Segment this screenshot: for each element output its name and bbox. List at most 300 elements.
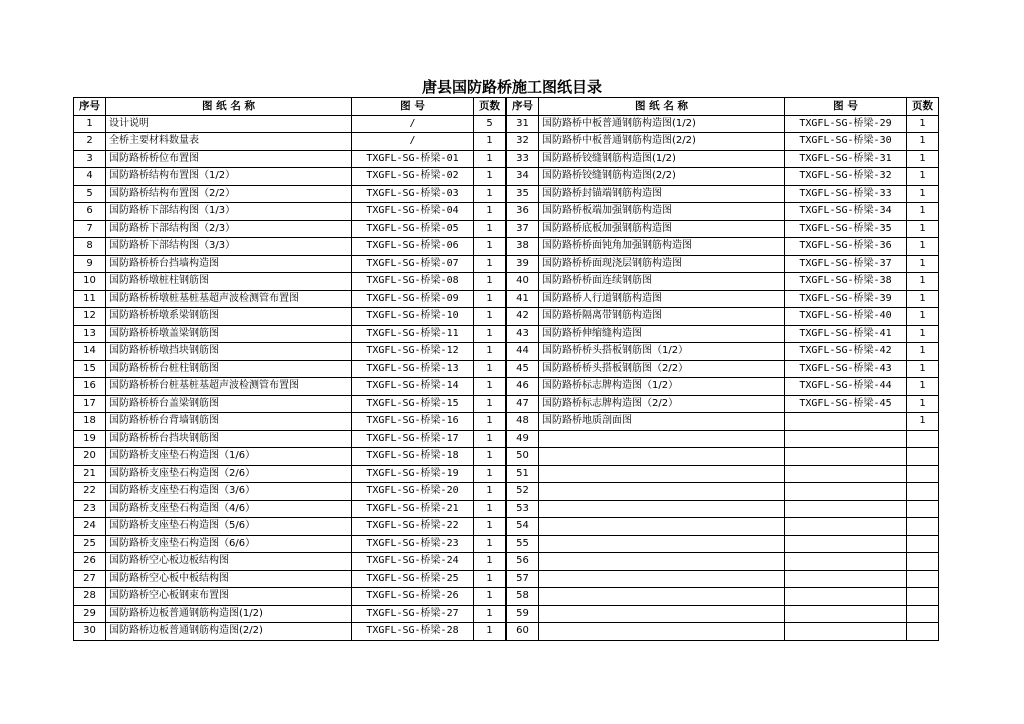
row-seq: 10 bbox=[74, 273, 106, 291]
row-drawing-number: TXGFL-SG-桥梁-01 bbox=[352, 150, 474, 168]
row-drawing-number: TXGFL-SG-桥梁-31 bbox=[785, 150, 907, 168]
row-page-count: 1 bbox=[907, 395, 939, 413]
row-seq: 58 bbox=[507, 588, 539, 606]
header-pages: 页数 bbox=[474, 98, 506, 116]
row-seq: 57 bbox=[507, 570, 539, 588]
table-row bbox=[507, 395, 939, 413]
row-page-count: 1 bbox=[907, 273, 939, 291]
row-drawing-name: 国防路桥桥台背墙钢筋图 bbox=[106, 413, 352, 431]
row-drawing-number: TXGFL-SG-桥梁-14 bbox=[352, 378, 474, 396]
row-seq: 56 bbox=[507, 553, 539, 571]
table-row bbox=[507, 500, 939, 518]
row-page-count: 1 bbox=[474, 535, 506, 553]
row-drawing-number bbox=[785, 448, 907, 466]
row-drawing-number: TXGFL-SG-桥梁-21 bbox=[352, 500, 474, 518]
row-drawing-number: TXGFL-SG-桥梁-45 bbox=[785, 395, 907, 413]
row-seq: 40 bbox=[507, 273, 539, 291]
row-drawing-name: 国防路桥桥台桩柱钢筋图 bbox=[106, 360, 352, 378]
row-page-count: 1 bbox=[474, 518, 506, 536]
row-seq: 55 bbox=[507, 535, 539, 553]
table-row bbox=[74, 465, 506, 483]
row-seq: 17 bbox=[74, 395, 106, 413]
row-drawing-name bbox=[539, 535, 785, 553]
row-page-count: 1 bbox=[474, 185, 506, 203]
row-drawing-name: 国防路桥下部结构图（3/3） bbox=[106, 238, 352, 256]
row-page-count: 1 bbox=[907, 133, 939, 151]
row-page-count: 1 bbox=[474, 168, 506, 186]
row-drawing-number: TXGFL-SG-桥梁-37 bbox=[785, 255, 907, 273]
row-seq: 8 bbox=[74, 238, 106, 256]
row-seq: 20 bbox=[74, 448, 106, 466]
table-row bbox=[74, 483, 506, 501]
table-row bbox=[74, 133, 506, 151]
table-row bbox=[74, 500, 506, 518]
row-seq: 45 bbox=[507, 360, 539, 378]
row-page-count: 1 bbox=[907, 413, 939, 431]
table-row bbox=[74, 518, 506, 536]
table-row bbox=[507, 238, 939, 256]
row-drawing-name: 国防路桥桥位布置图 bbox=[106, 150, 352, 168]
table-row bbox=[74, 588, 506, 606]
row-page-count: 1 bbox=[907, 220, 939, 238]
row-drawing-name: 国防路桥中板普通钢筋构造图(1/2) bbox=[539, 115, 785, 133]
row-drawing-name: 国防路桥底板加强钢筋构造图 bbox=[539, 220, 785, 238]
table-row bbox=[74, 115, 506, 133]
row-page-count bbox=[907, 465, 939, 483]
row-seq: 39 bbox=[507, 255, 539, 273]
row-drawing-name: 国防路桥桥台盖梁钢筋图 bbox=[106, 395, 352, 413]
row-drawing-name: 国防路桥中板普通钢筋构造图(2/2) bbox=[539, 133, 785, 151]
row-page-count: 1 bbox=[474, 448, 506, 466]
row-page-count: 1 bbox=[474, 500, 506, 518]
row-page-count: 1 bbox=[474, 430, 506, 448]
row-drawing-number: TXGFL-SG-桥梁-22 bbox=[352, 518, 474, 536]
row-drawing-name: 国防路桥桥台挡块钢筋图 bbox=[106, 430, 352, 448]
table-row bbox=[74, 220, 506, 238]
document-title: 唐县国防路桥施工图纸目录 bbox=[421, 78, 602, 96]
row-page-count bbox=[907, 605, 939, 623]
row-drawing-name: 国防路桥支座垫石构造图（6/6） bbox=[106, 535, 352, 553]
row-drawing-name: 国防路桥桥面钝角加强钢筋构造图 bbox=[539, 238, 785, 256]
row-drawing-number: TXGFL-SG-桥梁-17 bbox=[352, 430, 474, 448]
row-seq: 59 bbox=[507, 605, 539, 623]
row-drawing-name: 国防路桥标志牌构造图（2/2） bbox=[539, 395, 785, 413]
table-row bbox=[74, 308, 506, 326]
row-drawing-name bbox=[539, 570, 785, 588]
row-drawing-number bbox=[785, 413, 907, 431]
row-page-count: 1 bbox=[474, 623, 506, 641]
row-drawing-name: 国防路桥桥面连续钢筋图 bbox=[539, 273, 785, 291]
table-row bbox=[74, 185, 506, 203]
row-seq: 32 bbox=[507, 133, 539, 151]
row-drawing-name: 国防路桥边板普通钢筋构造图(2/2) bbox=[106, 623, 352, 641]
header-name: 图 纸 名 称 bbox=[539, 98, 785, 116]
row-drawing-number: TXGFL-SG-桥梁-27 bbox=[352, 605, 474, 623]
row-page-count: 1 bbox=[474, 570, 506, 588]
row-drawing-number: TXGFL-SG-桥梁-16 bbox=[352, 413, 474, 431]
table-row bbox=[74, 395, 506, 413]
row-seq: 18 bbox=[74, 413, 106, 431]
table-row bbox=[507, 325, 939, 343]
row-seq: 49 bbox=[507, 430, 539, 448]
row-drawing-name bbox=[539, 500, 785, 518]
row-drawing-name: 国防路桥结构布置图（2/2） bbox=[106, 185, 352, 203]
table-row bbox=[74, 448, 506, 466]
row-page-count: 1 bbox=[907, 343, 939, 361]
row-drawing-number: TXGFL-SG-桥梁-40 bbox=[785, 308, 907, 326]
row-page-count bbox=[907, 518, 939, 536]
header-row bbox=[507, 98, 939, 116]
row-seq: 11 bbox=[74, 290, 106, 308]
row-drawing-name: 国防路桥桥台桩基桩基超声波检测管布置图 bbox=[106, 378, 352, 396]
row-drawing-name: 国防路桥下部结构图（1/3） bbox=[106, 203, 352, 221]
row-page-count: 1 bbox=[474, 325, 506, 343]
header-seq: 序号 bbox=[74, 98, 106, 116]
row-page-count: 1 bbox=[474, 413, 506, 431]
header-row bbox=[74, 98, 506, 116]
row-page-count: 1 bbox=[474, 343, 506, 361]
row-drawing-number: TXGFL-SG-桥梁-29 bbox=[785, 115, 907, 133]
row-page-count: 1 bbox=[474, 238, 506, 256]
row-drawing-name: 国防路桥墩桩柱钢筋图 bbox=[106, 273, 352, 291]
table-row bbox=[74, 360, 506, 378]
row-drawing-name bbox=[539, 483, 785, 501]
row-seq: 12 bbox=[74, 308, 106, 326]
row-drawing-name: 国防路桥人行道钢筋构造图 bbox=[539, 290, 785, 308]
row-drawing-number bbox=[785, 605, 907, 623]
row-seq: 34 bbox=[507, 168, 539, 186]
row-seq: 24 bbox=[74, 518, 106, 536]
table-row bbox=[507, 605, 939, 623]
table-row bbox=[507, 623, 939, 641]
row-seq: 48 bbox=[507, 413, 539, 431]
row-seq: 35 bbox=[507, 185, 539, 203]
row-seq: 7 bbox=[74, 220, 106, 238]
row-drawing-name: 国防路桥空心板中板结构图 bbox=[106, 570, 352, 588]
table-row bbox=[507, 273, 939, 291]
table-row bbox=[74, 378, 506, 396]
row-drawing-name: 国防路桥铰缝钢筋构造图(2/2) bbox=[539, 168, 785, 186]
drawing-index-table-left bbox=[73, 97, 506, 641]
row-page-count: 1 bbox=[474, 483, 506, 501]
row-page-count: 1 bbox=[907, 185, 939, 203]
row-drawing-number: TXGFL-SG-桥梁-36 bbox=[785, 238, 907, 256]
row-page-count: 1 bbox=[474, 203, 506, 221]
row-drawing-number: TXGFL-SG-桥梁-33 bbox=[785, 185, 907, 203]
row-seq: 27 bbox=[74, 570, 106, 588]
header-code: 图 号 bbox=[785, 98, 907, 116]
row-drawing-name: 国防路桥桥头搭板钢筋图（2/2） bbox=[539, 360, 785, 378]
table-row bbox=[507, 570, 939, 588]
row-drawing-name: 国防路桥隔离带钢筋构造图 bbox=[539, 308, 785, 326]
row-drawing-name: 国防路桥下部结构图（2/3） bbox=[106, 220, 352, 238]
row-drawing-name: 全桥主要材料数量表 bbox=[106, 133, 352, 151]
row-drawing-number: TXGFL-SG-桥梁-19 bbox=[352, 465, 474, 483]
row-drawing-number bbox=[785, 465, 907, 483]
row-seq: 41 bbox=[507, 290, 539, 308]
row-page-count: 1 bbox=[474, 588, 506, 606]
row-page-count: 1 bbox=[907, 115, 939, 133]
row-drawing-name: 国防路桥桥头搭板钢筋图（1/2） bbox=[539, 343, 785, 361]
row-drawing-name: 设计说明 bbox=[106, 115, 352, 133]
row-drawing-name: 国防路桥伸缩缝构造图 bbox=[539, 325, 785, 343]
row-seq: 4 bbox=[74, 168, 106, 186]
row-page-count: 1 bbox=[907, 360, 939, 378]
row-drawing-name: 国防路桥支座垫石构造图（4/6） bbox=[106, 500, 352, 518]
table-row bbox=[507, 553, 939, 571]
row-drawing-name: 国防路桥支座垫石构造图（3/6） bbox=[106, 483, 352, 501]
row-seq: 6 bbox=[74, 203, 106, 221]
row-page-count bbox=[907, 500, 939, 518]
row-drawing-number: TXGFL-SG-桥梁-42 bbox=[785, 343, 907, 361]
table-row bbox=[74, 150, 506, 168]
row-page-count: 1 bbox=[474, 133, 506, 151]
table-row bbox=[507, 535, 939, 553]
table-row bbox=[74, 553, 506, 571]
table-row bbox=[507, 360, 939, 378]
row-page-count: 1 bbox=[474, 308, 506, 326]
row-drawing-number bbox=[785, 623, 907, 641]
table-row bbox=[507, 378, 939, 396]
table-row bbox=[74, 413, 506, 431]
table-row bbox=[507, 220, 939, 238]
row-drawing-name bbox=[539, 553, 785, 571]
row-seq: 53 bbox=[507, 500, 539, 518]
row-seq: 52 bbox=[507, 483, 539, 501]
row-drawing-number: TXGFL-SG-桥梁-32 bbox=[785, 168, 907, 186]
table-row bbox=[74, 255, 506, 273]
row-seq: 25 bbox=[74, 535, 106, 553]
row-seq: 13 bbox=[74, 325, 106, 343]
table-row bbox=[507, 413, 939, 431]
row-drawing-number: TXGFL-SG-桥梁-44 bbox=[785, 378, 907, 396]
row-drawing-number: TXGFL-SG-桥梁-25 bbox=[352, 570, 474, 588]
row-page-count: 1 bbox=[474, 605, 506, 623]
table-row bbox=[507, 518, 939, 536]
row-drawing-number: TXGFL-SG-桥梁-10 bbox=[352, 308, 474, 326]
row-page-count bbox=[907, 448, 939, 466]
row-seq: 36 bbox=[507, 203, 539, 221]
row-drawing-number: TXGFL-SG-桥梁-15 bbox=[352, 395, 474, 413]
row-drawing-number bbox=[785, 553, 907, 571]
table-row bbox=[507, 308, 939, 326]
row-page-count: 1 bbox=[474, 290, 506, 308]
row-drawing-name: 国防路桥空心板钢束布置图 bbox=[106, 588, 352, 606]
row-drawing-name bbox=[539, 605, 785, 623]
row-drawing-number bbox=[785, 570, 907, 588]
row-seq: 42 bbox=[507, 308, 539, 326]
row-seq: 37 bbox=[507, 220, 539, 238]
row-page-count: 1 bbox=[474, 273, 506, 291]
row-drawing-name: 国防路桥桥墩挡块钢筋图 bbox=[106, 343, 352, 361]
row-drawing-number: TXGFL-SG-桥梁-20 bbox=[352, 483, 474, 501]
row-seq: 47 bbox=[507, 395, 539, 413]
row-page-count bbox=[907, 623, 939, 641]
row-seq: 44 bbox=[507, 343, 539, 361]
row-page-count: 5 bbox=[474, 115, 506, 133]
row-seq: 38 bbox=[507, 238, 539, 256]
row-page-count: 1 bbox=[474, 255, 506, 273]
row-drawing-name bbox=[539, 465, 785, 483]
table-row bbox=[507, 483, 939, 501]
row-drawing-name: 国防路桥封锚端钢筋构造图 bbox=[539, 185, 785, 203]
row-seq: 19 bbox=[74, 430, 106, 448]
row-seq: 46 bbox=[507, 378, 539, 396]
row-seq: 51 bbox=[507, 465, 539, 483]
row-drawing-name: 国防路桥板端加强钢筋构造图 bbox=[539, 203, 785, 221]
header-pages: 页数 bbox=[907, 98, 939, 116]
row-page-count: 1 bbox=[474, 150, 506, 168]
row-seq: 2 bbox=[74, 133, 106, 151]
row-drawing-number: TXGFL-SG-桥梁-28 bbox=[352, 623, 474, 641]
row-drawing-number: TXGFL-SG-桥梁-03 bbox=[352, 185, 474, 203]
row-drawing-name bbox=[539, 448, 785, 466]
row-drawing-name: 国防路桥支座垫石构造图（2/6） bbox=[106, 465, 352, 483]
row-drawing-number: TXGFL-SG-桥梁-11 bbox=[352, 325, 474, 343]
row-drawing-number: TXGFL-SG-桥梁-06 bbox=[352, 238, 474, 256]
table-row bbox=[74, 238, 506, 256]
row-seq: 54 bbox=[507, 518, 539, 536]
table-row bbox=[507, 168, 939, 186]
row-page-count: 1 bbox=[474, 465, 506, 483]
row-page-count: 1 bbox=[474, 220, 506, 238]
row-drawing-name: 国防路桥铰缝钢筋构造图(1/2) bbox=[539, 150, 785, 168]
table-row bbox=[507, 290, 939, 308]
row-seq: 1 bbox=[74, 115, 106, 133]
row-page-count: 1 bbox=[907, 290, 939, 308]
row-drawing-number: TXGFL-SG-桥梁-39 bbox=[785, 290, 907, 308]
row-drawing-number: TXGFL-SG-桥梁-24 bbox=[352, 553, 474, 571]
table-row bbox=[74, 168, 506, 186]
row-drawing-number bbox=[785, 483, 907, 501]
row-drawing-name: 国防路桥标志牌构造图（1/2） bbox=[539, 378, 785, 396]
table-row bbox=[74, 570, 506, 588]
row-drawing-number: / bbox=[352, 115, 474, 133]
table-row bbox=[74, 273, 506, 291]
table-row bbox=[507, 115, 939, 133]
row-page-count bbox=[907, 535, 939, 553]
row-drawing-number bbox=[785, 500, 907, 518]
row-drawing-number: TXGFL-SG-桥梁-07 bbox=[352, 255, 474, 273]
row-drawing-name: 国防路桥桥墩系梁钢筋图 bbox=[106, 308, 352, 326]
row-seq: 31 bbox=[507, 115, 539, 133]
table-row bbox=[74, 623, 506, 641]
drawing-index-table-right bbox=[506, 97, 939, 641]
row-seq: 60 bbox=[507, 623, 539, 641]
row-drawing-name: 国防路桥空心板边板结构图 bbox=[106, 553, 352, 571]
row-seq: 23 bbox=[74, 500, 106, 518]
header-name: 图 纸 名 称 bbox=[106, 98, 352, 116]
table-row bbox=[74, 325, 506, 343]
row-drawing-number: TXGFL-SG-桥梁-02 bbox=[352, 168, 474, 186]
row-page-count: 1 bbox=[907, 238, 939, 256]
row-seq: 15 bbox=[74, 360, 106, 378]
row-drawing-name: 国防路桥桥墩桩基桩基超声波检测管布置图 bbox=[106, 290, 352, 308]
row-drawing-name: 国防路桥桥墩盖梁钢筋图 bbox=[106, 325, 352, 343]
table-row bbox=[74, 290, 506, 308]
row-drawing-number: TXGFL-SG-桥梁-35 bbox=[785, 220, 907, 238]
row-drawing-number bbox=[785, 535, 907, 553]
row-seq: 3 bbox=[74, 150, 106, 168]
row-drawing-name: 国防路桥支座垫石构造图（5/6） bbox=[106, 518, 352, 536]
row-page-count: 1 bbox=[907, 378, 939, 396]
row-page-count bbox=[907, 588, 939, 606]
table-row bbox=[74, 203, 506, 221]
row-seq: 14 bbox=[74, 343, 106, 361]
table-row bbox=[507, 465, 939, 483]
row-drawing-name bbox=[539, 518, 785, 536]
row-page-count bbox=[907, 570, 939, 588]
row-drawing-number bbox=[785, 430, 907, 448]
row-drawing-number: TXGFL-SG-桥梁-05 bbox=[352, 220, 474, 238]
header-seq: 序号 bbox=[507, 98, 539, 116]
row-page-count: 1 bbox=[907, 203, 939, 221]
row-page-count bbox=[907, 483, 939, 501]
row-drawing-number bbox=[785, 518, 907, 536]
row-drawing-name: 国防路桥支座垫石构造图（1/6） bbox=[106, 448, 352, 466]
row-seq: 30 bbox=[74, 623, 106, 641]
row-drawing-name bbox=[539, 430, 785, 448]
row-seq: 21 bbox=[74, 465, 106, 483]
table-row bbox=[507, 588, 939, 606]
table-row bbox=[507, 203, 939, 221]
row-drawing-number: TXGFL-SG-桥梁-41 bbox=[785, 325, 907, 343]
row-seq: 9 bbox=[74, 255, 106, 273]
row-seq: 43 bbox=[507, 325, 539, 343]
table-row bbox=[507, 343, 939, 361]
row-drawing-number bbox=[785, 588, 907, 606]
row-page-count bbox=[907, 430, 939, 448]
table-row bbox=[74, 535, 506, 553]
row-drawing-name: 国防路桥结构布置图（1/2） bbox=[106, 168, 352, 186]
table-row bbox=[507, 133, 939, 151]
row-page-count: 1 bbox=[474, 553, 506, 571]
row-seq: 26 bbox=[74, 553, 106, 571]
row-drawing-number: TXGFL-SG-桥梁-34 bbox=[785, 203, 907, 221]
row-drawing-name: 国防路桥边板普通钢筋构造图(1/2) bbox=[106, 605, 352, 623]
row-seq: 50 bbox=[507, 448, 539, 466]
table-row bbox=[74, 343, 506, 361]
row-drawing-number: TXGFL-SG-桥梁-30 bbox=[785, 133, 907, 151]
row-seq: 29 bbox=[74, 605, 106, 623]
row-drawing-number: TXGFL-SG-桥梁-26 bbox=[352, 588, 474, 606]
header-code: 图 号 bbox=[352, 98, 474, 116]
row-seq: 16 bbox=[74, 378, 106, 396]
row-seq: 22 bbox=[74, 483, 106, 501]
row-page-count: 1 bbox=[474, 395, 506, 413]
table-row bbox=[507, 150, 939, 168]
row-seq: 5 bbox=[74, 185, 106, 203]
table-row bbox=[507, 185, 939, 203]
row-drawing-number: / bbox=[352, 133, 474, 151]
row-drawing-number: TXGFL-SG-桥梁-12 bbox=[352, 343, 474, 361]
row-page-count: 1 bbox=[907, 150, 939, 168]
row-page-count: 1 bbox=[474, 378, 506, 396]
row-drawing-name: 国防路桥桥面现浇层钢筋构造图 bbox=[539, 255, 785, 273]
row-drawing-name bbox=[539, 588, 785, 606]
row-page-count: 1 bbox=[907, 308, 939, 326]
row-seq: 28 bbox=[74, 588, 106, 606]
row-drawing-name: 国防路桥地质剖面图 bbox=[539, 413, 785, 431]
table-row bbox=[74, 605, 506, 623]
row-page-count: 1 bbox=[474, 360, 506, 378]
row-drawing-number: TXGFL-SG-桥梁-08 bbox=[352, 273, 474, 291]
table-row bbox=[507, 430, 939, 448]
row-drawing-number: TXGFL-SG-桥梁-04 bbox=[352, 203, 474, 221]
row-drawing-number: TXGFL-SG-桥梁-43 bbox=[785, 360, 907, 378]
row-page-count: 1 bbox=[907, 168, 939, 186]
row-drawing-name: 国防路桥桥台挡墙构造图 bbox=[106, 255, 352, 273]
